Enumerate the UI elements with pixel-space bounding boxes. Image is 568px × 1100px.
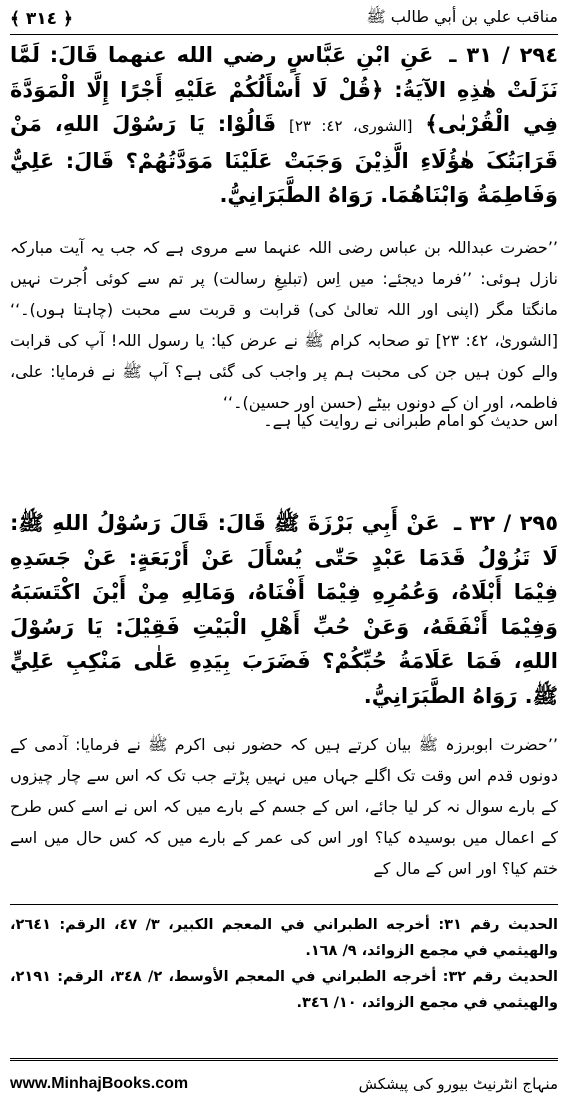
hadith-294-arabic (10, 38, 558, 213)
website-link[interactable]: www.MinhajBooks.com (10, 1075, 189, 1092)
header-divider (10, 34, 558, 35)
page-footer (10, 1072, 558, 1096)
page-header (10, 4, 558, 32)
page-number: ﴾ ٣١٤ ﴿ (10, 8, 73, 29)
footnote-32: الحديث رقم ٣٢: أخرجه الطبراني في المعجم الأوسط، ٢/ ٣٤٨، الرقم: ٢١٩١، والهيثمي في مجمع الزوائد، ١٠/ ٣٤٦. (10, 969, 558, 1011)
hadith-295-text: عَنْ أَبِي بَرْزَةَ ﷺ قَالَ: قَالَ رَسُوْلُ اللهِ ﷺ: لَا تَزُوْلُ قَدَمَا عَبْدٍ حَتّٰی يُسْأَلَ عَنْ أَرْبَعَةٍ: عَنْ جَسَدِهِ فِيْمَا أَبْلَاهُ، وَعُمُرِهِ فِيْمَا أَفْنَاهُ، وَمَالِهِ مِنْ أَيْنَ اکْتَسَبَهُ وَفِيْمَا أَنْفَقَهُ، وَعَنْ حُبِّ أَهْلِ الْبَيْتِ فَقِيْلَ: يَا رَسُوْلَ اللهِ، فَمَا عَلَامَةُ حُبِّکُمْ؟ فَضَرَبَ بِيَدِهِ عَلٰی مَنْکِبِ عَلِيٍّ ﷺ. رَوَاهُ الطَّبَرَانِيُّ. (10, 511, 558, 708)
hadith-295-number: ٢٩٥ / ٣٢ ـ (453, 511, 559, 535)
hadith-295-urdu-translation (10, 729, 558, 884)
hadith-294-reference: [الشورى، ٤٢: ٢٣] (289, 117, 413, 135)
hadith-294-text: عَنِ ابْنِ عَبَّاسٍ رضي الله عنهما قَالَ: لَمَّا نَزَلَتْ هٰذِهِ الآيَةُ: ﴿قُلْ لَا أَسْأَلُكُمْ عَلَيْهِ أَجْرًا إِلَّا الْمَوَدَّةَ فِي الْقُرْبٰى﴾ (10, 43, 558, 136)
hadith-294-narration-note: اس حدیث کو امام طبرانی نے روایت کیا ہے۔ (263, 411, 558, 430)
hadith-294-urdu-translation (10, 232, 558, 418)
hadith-295-arabic (10, 506, 558, 713)
footnotes (10, 912, 558, 1016)
hadith-294-text-continued: قَالُوْا: يَا رَسُوْلَ اللهِ، مَنْ قَرَابَتُکَ هٰؤُلَاءِ الَّذِيْنَ وَجَبَتْ عَلَيْنَا مَوَدَّتُهُمْ؟ قَالَ: عَلِيٌّ وَفَاطِمَةُ وَابْنَاهُمَا. رَوَاهُ الطَّبَرَانِيُّ. (10, 112, 558, 207)
footer-divider (10, 1058, 558, 1061)
hadith-294-number: ٢٩٤ / ٣١ ـ (449, 43, 559, 67)
hadith-294-urdu-text: ’’حضرت عبداللہ بن عباس رضی اللہ عنہما سے مروی ہے کہ جب یہ آیت مبارکہ نازل ہوئی: ’’فرما دیجئے: میں اِس (تبلیغِ رسالت) پر تم سے کوئی اُجرت نہیں مانگتا مگر (اپنی اور اللہ تعالیٰ کی) قرابت و قربت سے محبت (چاہتا ہوں)۔‘‘ [الشوریٰ، ٤٢: ٢٣] تو صحابہ کرام ﷺ نے عرض کیا: یا رسول اللہ! آپ کی قرابت والے کون ہیں جن کی محبت ہم پر واجب کی گئی ہے؟ آپ ﷺ نے فرمایا: علی، فاطمہ، اور ان کے دونوں بیٹے (حسن اور حسین)۔‘‘ (10, 238, 558, 412)
footnote-divider (10, 904, 558, 905)
footnote-31: الحديث رقم ٣١: أخرجه الطبراني في المعجم الکبير، ٣/ ٤٧، الرقم: ٢٦٤١، والهيثمي في مجمع الزوائد، ٩/ ١٦٨. (10, 917, 558, 959)
page-title: مناقب علي بن أبي طالب ﷺ (366, 6, 558, 26)
hadith-295-urdu-text: ’’حضرت ابوبرزہ ﷺ بیان کرتے ہیں کہ حضور نبی اکرم ﷺ نے فرمایا: آدمی کے دونوں قدم اس وقت تک اگلے جہاں میں نہیں پڑتے جب تک کہ اس سے چار چیزوں کے بارے سوال نہ کر لیا جائے، اس کے جسم کے بارے میں کہ اس نے اسے کس طرح کے اعمال میں بوسیدہ کیا؟ اور اس کی عمر کے بارے میں کہ کس حال میں اسے ختم کیا؟ اور اس کے مال کے (10, 735, 558, 878)
hadith-294-urdu-note (10, 405, 558, 436)
publisher-credit: منہاج انٹرنیٹ بیورو کی پیشکش (358, 1075, 558, 1093)
